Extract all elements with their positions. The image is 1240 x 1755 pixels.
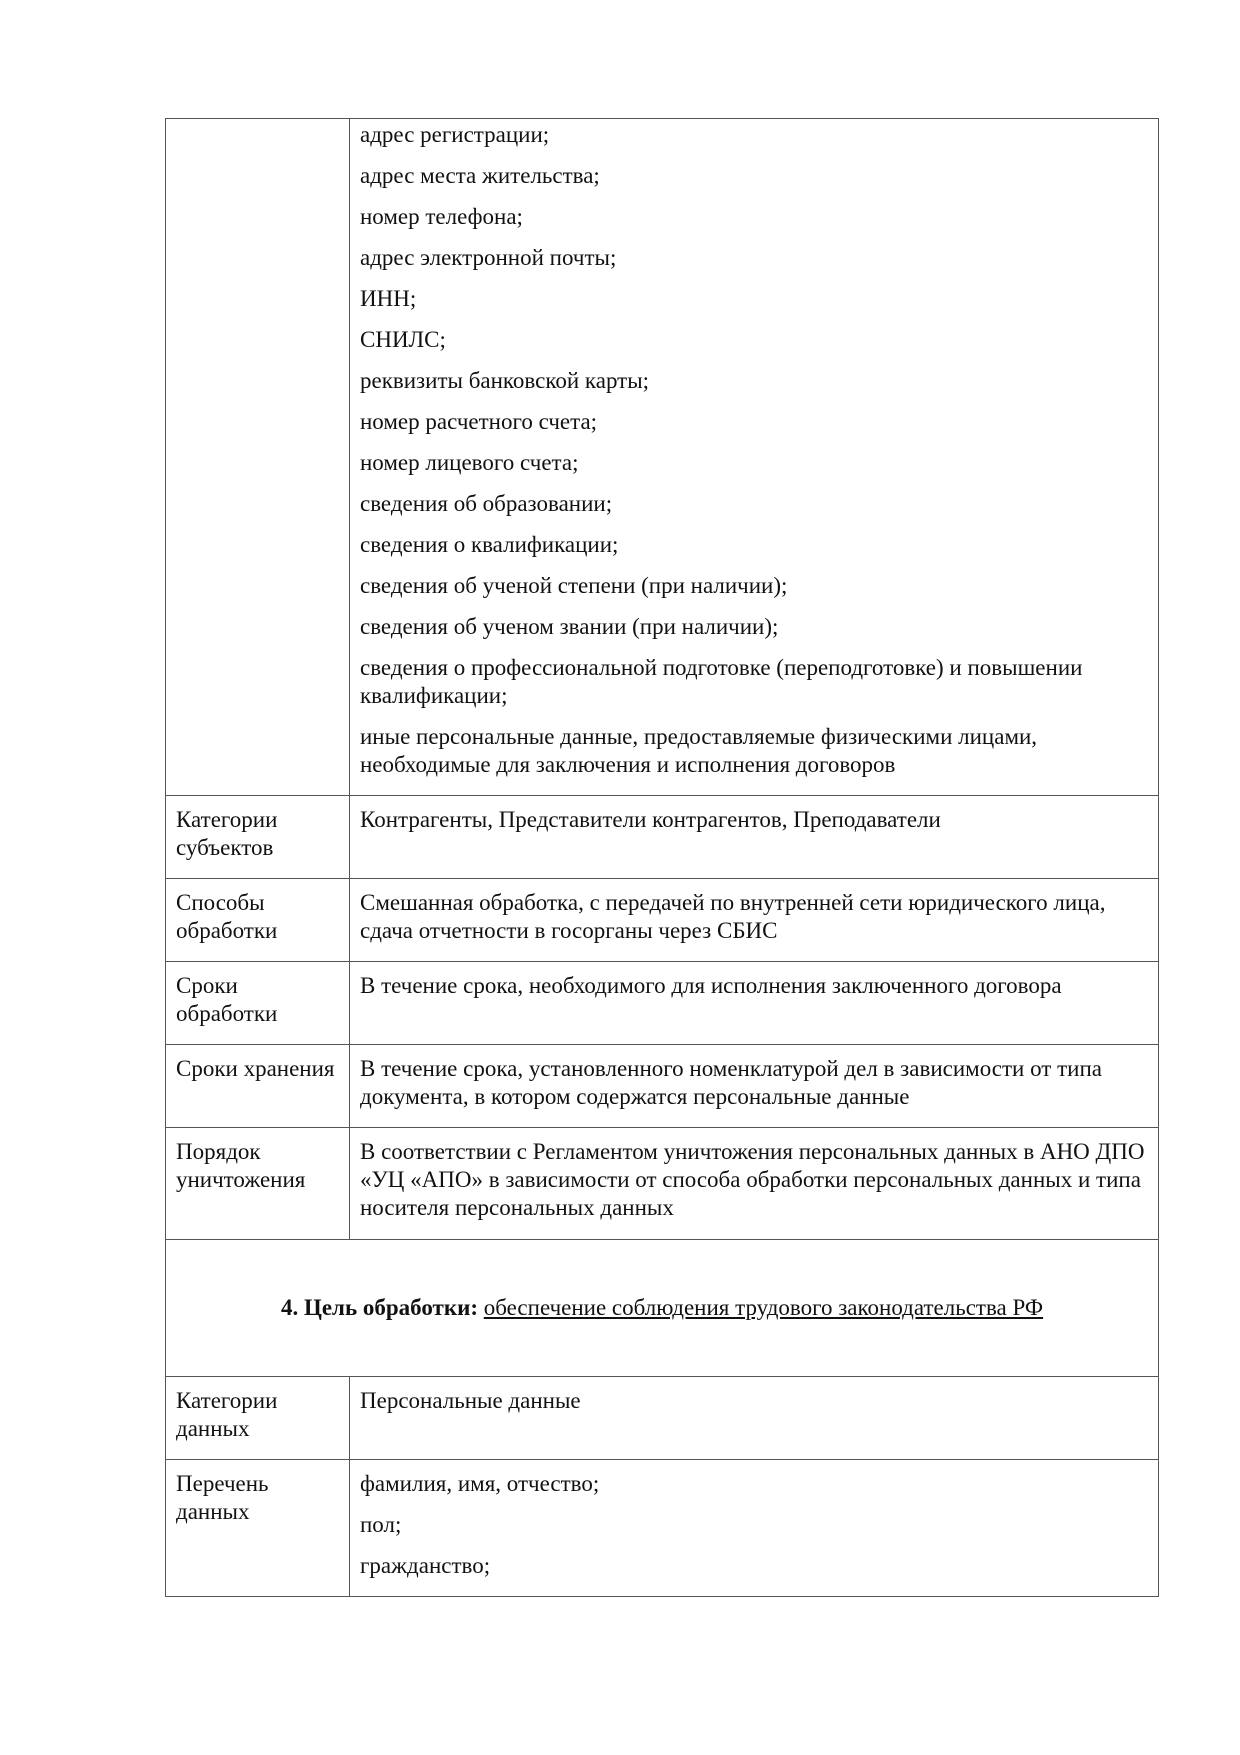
personal-data-table xyxy=(165,118,1159,1597)
list-item: сведения о профессиональной подготовке (переподготовке) и повышении квалификации; xyxy=(360,655,1083,708)
table-row xyxy=(166,119,1159,796)
empty-label-cell xyxy=(166,119,350,796)
row-value: Контрагенты, Представители контрагентов, Преподаватели xyxy=(350,796,1159,879)
row-value: Смешанная обработка, с передачей по внутренней сети юридического лица, сдача отчетности в госорганы через СБИС xyxy=(350,879,1159,962)
row-label: Категории данных xyxy=(166,1377,350,1460)
list-item: номер расчетного счета; xyxy=(360,409,598,434)
list-item: ИНН; xyxy=(360,286,417,311)
row-label: Сроки хранения xyxy=(166,1045,350,1128)
table-row-data-list xyxy=(166,1460,1159,1597)
data-list-cell xyxy=(350,1460,1159,1597)
section-purpose-text: обеспечение соблюдения трудового законодательства РФ xyxy=(483,1295,1044,1320)
list-item: фамилия, имя, отчество; xyxy=(360,1471,600,1496)
list-item: пол; xyxy=(360,1512,402,1537)
table-row-processing-terms xyxy=(166,962,1159,1045)
table-row-methods xyxy=(166,879,1159,962)
row-value: В течение срока, необходимого для исполнения заключенного договора xyxy=(350,962,1159,1045)
list-item: номер лицевого счета; xyxy=(360,450,579,475)
table-row-section-heading xyxy=(166,1240,1159,1377)
list-item: сведения об образовании; xyxy=(360,491,613,516)
row-label: Перечень данных xyxy=(166,1460,350,1597)
list-item: иные персональные данные, предоставляемые физическими лицами, необходимые для заключения и исполнения договоров xyxy=(360,724,1038,777)
row-value: В соответствии с Регламентом уничтожения персональных данных в АНО ДПО «УЦ «АПО» в зависимости от способа обработки персональных данных и типа носителя персональных данных xyxy=(350,1128,1159,1240)
row-label: Сроки обработки xyxy=(166,962,350,1045)
row-label: Категории субъектов xyxy=(166,796,350,879)
section-heading-label: 4. Цель обработки: xyxy=(280,1295,478,1320)
list-item: сведения об ученой степени (при наличии); xyxy=(360,573,788,598)
row-label: Способы обработки xyxy=(166,879,350,962)
data-list-cell xyxy=(350,119,1159,796)
list-item: адрес регистрации; xyxy=(360,122,550,147)
table-row-subjects xyxy=(166,796,1159,879)
table-row-destruction xyxy=(166,1128,1159,1240)
list-item: сведения об ученом звании (при наличии); xyxy=(360,614,779,639)
section-heading-cell xyxy=(166,1240,1159,1377)
row-value: Персональные данные xyxy=(350,1377,1159,1460)
table-row-data-categories xyxy=(166,1377,1159,1460)
list-item: адрес электронной почты; xyxy=(360,245,617,270)
row-value: В течение срока, установленного номенклатурой дел в зависимости от типа документа, в котором содержатся персональные данные xyxy=(350,1045,1159,1128)
list-item: СНИЛС; xyxy=(360,327,446,352)
row-label: Порядок уничтожения xyxy=(166,1128,350,1240)
list-item: сведения о квалификации; xyxy=(360,532,619,557)
list-item: гражданство; xyxy=(360,1553,491,1578)
table-row-storage-terms xyxy=(166,1045,1159,1128)
list-item: реквизиты банковской карты; xyxy=(360,368,650,393)
list-item: адрес места жительства; xyxy=(360,163,600,188)
list-item: номер телефона; xyxy=(360,204,523,229)
